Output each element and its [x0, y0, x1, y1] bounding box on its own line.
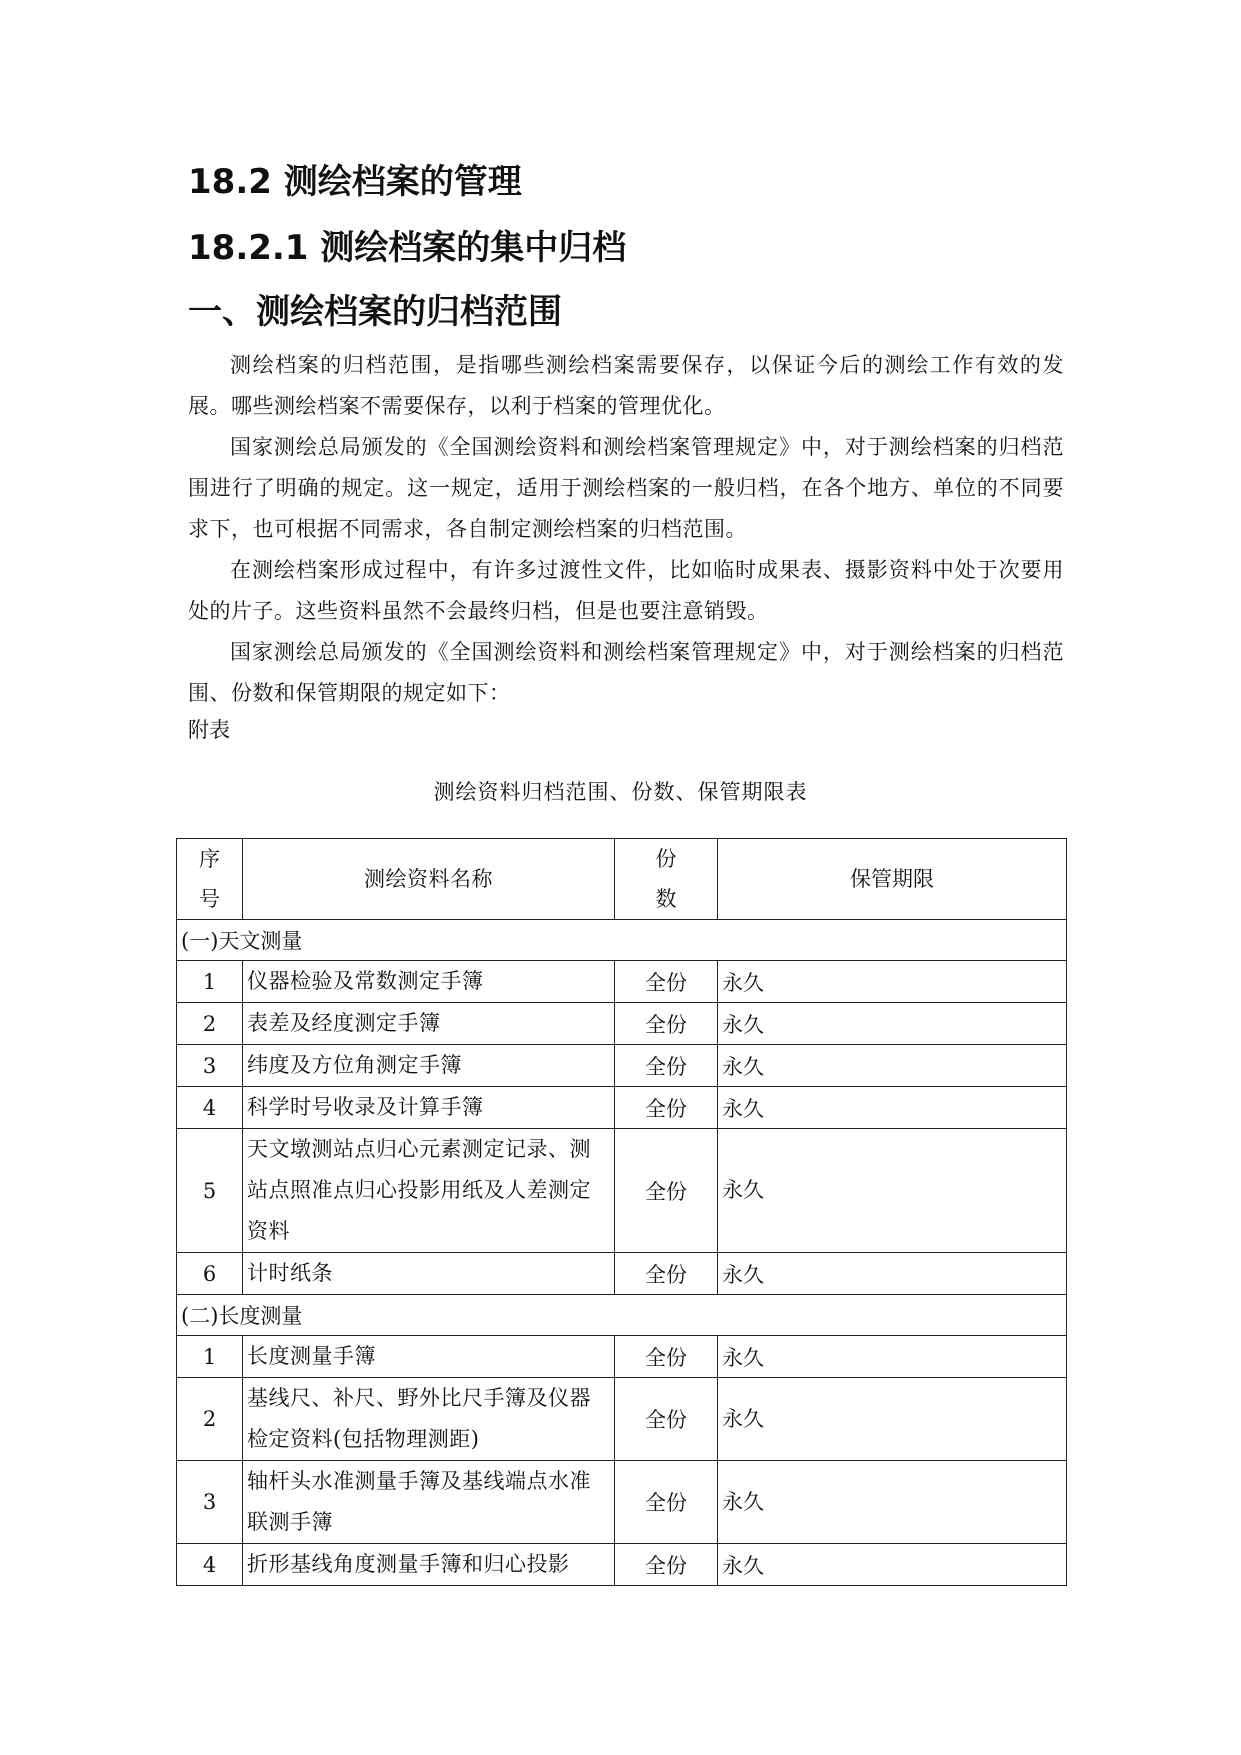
- row-name: 计时纸条: [243, 1253, 615, 1295]
- row-no: 2: [177, 1378, 243, 1461]
- row-no: 3: [177, 1045, 243, 1087]
- attachment-label: 附表: [188, 718, 230, 742]
- row-term: 永久: [718, 1544, 1067, 1586]
- table-header-row: [177, 839, 1067, 920]
- header-copies-text: 份 数: [655, 847, 677, 911]
- row-no: 6: [177, 1253, 243, 1295]
- archive-scope-table: [176, 838, 1067, 1586]
- section-title: (一)天文测量: [177, 920, 1067, 961]
- row-term: 永久: [718, 1045, 1067, 1087]
- table-row: [177, 1253, 1067, 1295]
- row-no: 4: [177, 1544, 243, 1586]
- topic-heading-archive-scope: 一、测绘档案的归档范围: [188, 292, 562, 332]
- row-copies: 全份: [615, 1003, 718, 1045]
- row-term: 永久: [718, 1003, 1067, 1045]
- row-no: 4: [177, 1087, 243, 1129]
- table-row: [177, 1544, 1067, 1586]
- row-name: 仪器检验及常数测定手簿: [243, 961, 615, 1003]
- row-copies: 全份: [615, 1461, 718, 1544]
- table-section-row: [177, 920, 1067, 961]
- table-row: [177, 1336, 1067, 1378]
- row-no: 3: [177, 1461, 243, 1544]
- section-heading-18-2: 18.2 测绘档案的管理: [188, 162, 522, 202]
- row-term: 永久: [718, 1129, 1067, 1253]
- row-copies: 全份: [615, 1087, 718, 1129]
- row-term: 永久: [718, 1253, 1067, 1295]
- row-name: 基线尺、补尺、野外比尺手簿及仪器检定资料(包括物理测距): [243, 1378, 615, 1461]
- row-no: 2: [177, 1003, 243, 1045]
- row-copies: 全份: [615, 961, 718, 1003]
- row-copies: 全份: [615, 1378, 718, 1461]
- subsection-heading-18-2-1: 18.2.1 测绘档案的集中归档: [188, 228, 627, 268]
- row-copies: 全份: [615, 1544, 718, 1586]
- row-name: 折形基线角度测量手簿和归心投影: [243, 1544, 615, 1586]
- header-no: [177, 839, 243, 920]
- row-name: 纬度及方位角测定手簿: [243, 1045, 615, 1087]
- paragraph-2: 国家测绘总局颁发的《全国测绘资料和测绘档案管理规定》中，对于测绘档案的归档范围进行了明确的规定。这一规定，适用于测绘档案的一般归档，在各个地方、单位的不同要求下，也可根据不同需求，各自制定测绘档案的归档范围。: [188, 435, 1064, 541]
- table-caption: 测绘资料归档范围、份数、保管期限表: [433, 780, 808, 804]
- paragraph-1: 测绘档案的归档范围，是指哪些测绘档案需要保存，以保证今后的测绘工作有效的发展。哪些测绘档案不需要保存，以利于档案的管理优化。: [188, 353, 1064, 418]
- row-term: 永久: [718, 1461, 1067, 1544]
- table-row: [177, 1378, 1067, 1461]
- row-term: 永久: [718, 1087, 1067, 1129]
- table-row: [177, 1045, 1067, 1087]
- row-copies: 全份: [615, 1045, 718, 1087]
- section-title: (二)长度测量: [177, 1295, 1067, 1336]
- row-name: 表差及经度测定手簿: [243, 1003, 615, 1045]
- table-section-row: [177, 1295, 1067, 1336]
- row-name: 科学时号收录及计算手簿: [243, 1087, 615, 1129]
- table-row: [177, 1003, 1067, 1045]
- table-body: [177, 839, 1067, 1586]
- row-name: 天文墩测站点归心元素测定记录、测站点照准点归心投影用纸及人差测定资料: [243, 1129, 615, 1253]
- table-row: [177, 1461, 1067, 1544]
- paragraph-4: 国家测绘总局颁发的《全国测绘资料和测绘档案管理规定》中，对于测绘档案的归档范围、份数和保管期限的规定如下：: [188, 640, 1064, 705]
- row-name: 长度测量手簿: [243, 1336, 615, 1378]
- row-no: 5: [177, 1129, 243, 1253]
- row-copies: 全份: [615, 1129, 718, 1253]
- row-no: 1: [177, 1336, 243, 1378]
- header-no-text: 序 号: [199, 847, 220, 911]
- row-no: 1: [177, 961, 243, 1003]
- row-term: 永久: [718, 1378, 1067, 1461]
- table-row: [177, 1129, 1067, 1253]
- row-copies: 全份: [615, 1253, 718, 1295]
- header-term: 保管期限: [718, 839, 1067, 920]
- table-row: [177, 1087, 1067, 1129]
- row-term: 永久: [718, 1336, 1067, 1378]
- table-row: [177, 961, 1067, 1003]
- header-copies: [615, 839, 718, 920]
- row-copies: 全份: [615, 1336, 718, 1378]
- row-name: 轴杆头水准测量手簿及基线端点水准联测手簿: [243, 1461, 615, 1544]
- header-name: 测绘资料名称: [243, 839, 615, 920]
- row-term: 永久: [718, 961, 1067, 1003]
- paragraph-3: 在测绘档案形成过程中，有许多过渡性文件，比如临时成果表、摄影资料中处于次要用处的片子。这些资料虽然不会最终归档，但是也要注意销毁。: [188, 558, 1064, 623]
